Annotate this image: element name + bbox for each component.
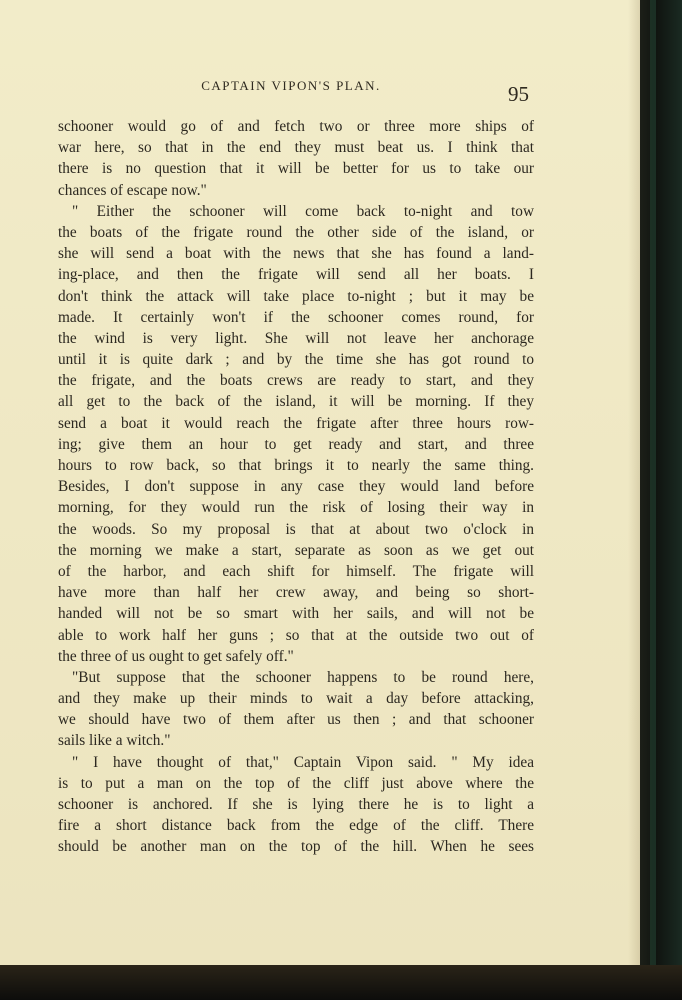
text-line: don't think the attack will take place to-night ; but it may be: [58, 287, 534, 305]
text-line: schooner would go of and fetch two or three more ships of: [58, 118, 534, 135]
text-line: the morning we make a start, separate as soon as we get out: [58, 541, 534, 559]
bottom-shadow: [0, 965, 682, 1000]
text-line: should be another man on the top of the hill. When he sees: [58, 838, 534, 856]
text-line: and they make up their minds to wait a day before attacking,: [58, 690, 534, 708]
text-line: is to put a man on the top of the cliff just above where the: [58, 774, 534, 792]
text-line: the woods. So my proposal is that at about two o'clock in: [58, 520, 534, 538]
page-fold-shadow: [628, 0, 640, 970]
text-line: the frigate, and the boats crews are ready to start, and they: [58, 372, 534, 390]
text-line: the boats of the frigate round the other side of the island, or: [58, 223, 534, 241]
page-number: 95: [508, 82, 529, 106]
text-line: " Either the schooner will come back to-night and tow: [72, 202, 534, 220]
text-line: Besides, I don't suppose in any case they would land before: [58, 478, 534, 496]
text-line: sails like a witch.": [58, 732, 171, 750]
text-line: "But suppose that the schooner happens to be round here,: [72, 668, 534, 686]
book-cover-edge: [640, 0, 682, 1000]
book-cover-stripe: [650, 0, 656, 1000]
text-line: morning, for they would run the risk of losing their way in: [58, 499, 534, 517]
text-line: war here, so that in the end they must beat us. I think that: [58, 139, 534, 157]
text-line: hours to row back, so that brings it to nearly the same thing.: [58, 457, 534, 474]
text-line: chances of escape now.": [58, 181, 207, 199]
text-line: we should have two of them after us then ; and that schooner: [58, 711, 534, 729]
text-line: until it is quite dark ; and by the time she has got round to: [58, 351, 534, 369]
text-line: " I have thought of that," Captain Vipon said. " My idea: [72, 753, 534, 771]
running-head: CAPTAIN VIPON'S PLAN.: [201, 78, 381, 93]
text-line: of the harbor, and each shift for himself. The frigate will: [58, 562, 534, 580]
text-line: ing-place, and then the frigate will send all her boats. I: [58, 266, 534, 284]
text-line: the wind is very light. She will not leave her anchorage: [58, 329, 534, 347]
text-line: ing; give them an hour to get ready and start, and three: [58, 435, 534, 453]
body-text: [58, 116, 534, 858]
text-line: the three of us ought to get safely off.": [58, 647, 294, 665]
text-line: made. It certainly won't if the schooner comes round, for: [58, 308, 534, 326]
text-line: schooner is anchored. If she is lying there he is to light a: [58, 796, 534, 813]
text-line: fire a short distance back from the edge of the cliff. There: [58, 817, 534, 835]
text-line: all get to the back of the island, it will be morning. If they: [58, 393, 534, 411]
text-line: handed will not be so smart with her sails, and will not be: [58, 605, 534, 623]
text-line: able to work half her guns ; so that at the outside two out of: [58, 626, 534, 644]
text-line: have more than half her crew away, and being so short-: [58, 584, 534, 602]
text-line: she will send a boat with the news that she has found a land-: [58, 245, 534, 263]
text-line: there is no question that it will be better for us to take our: [58, 160, 534, 178]
text-line: send a boat it would reach the frigate after three hours row-: [58, 414, 534, 432]
